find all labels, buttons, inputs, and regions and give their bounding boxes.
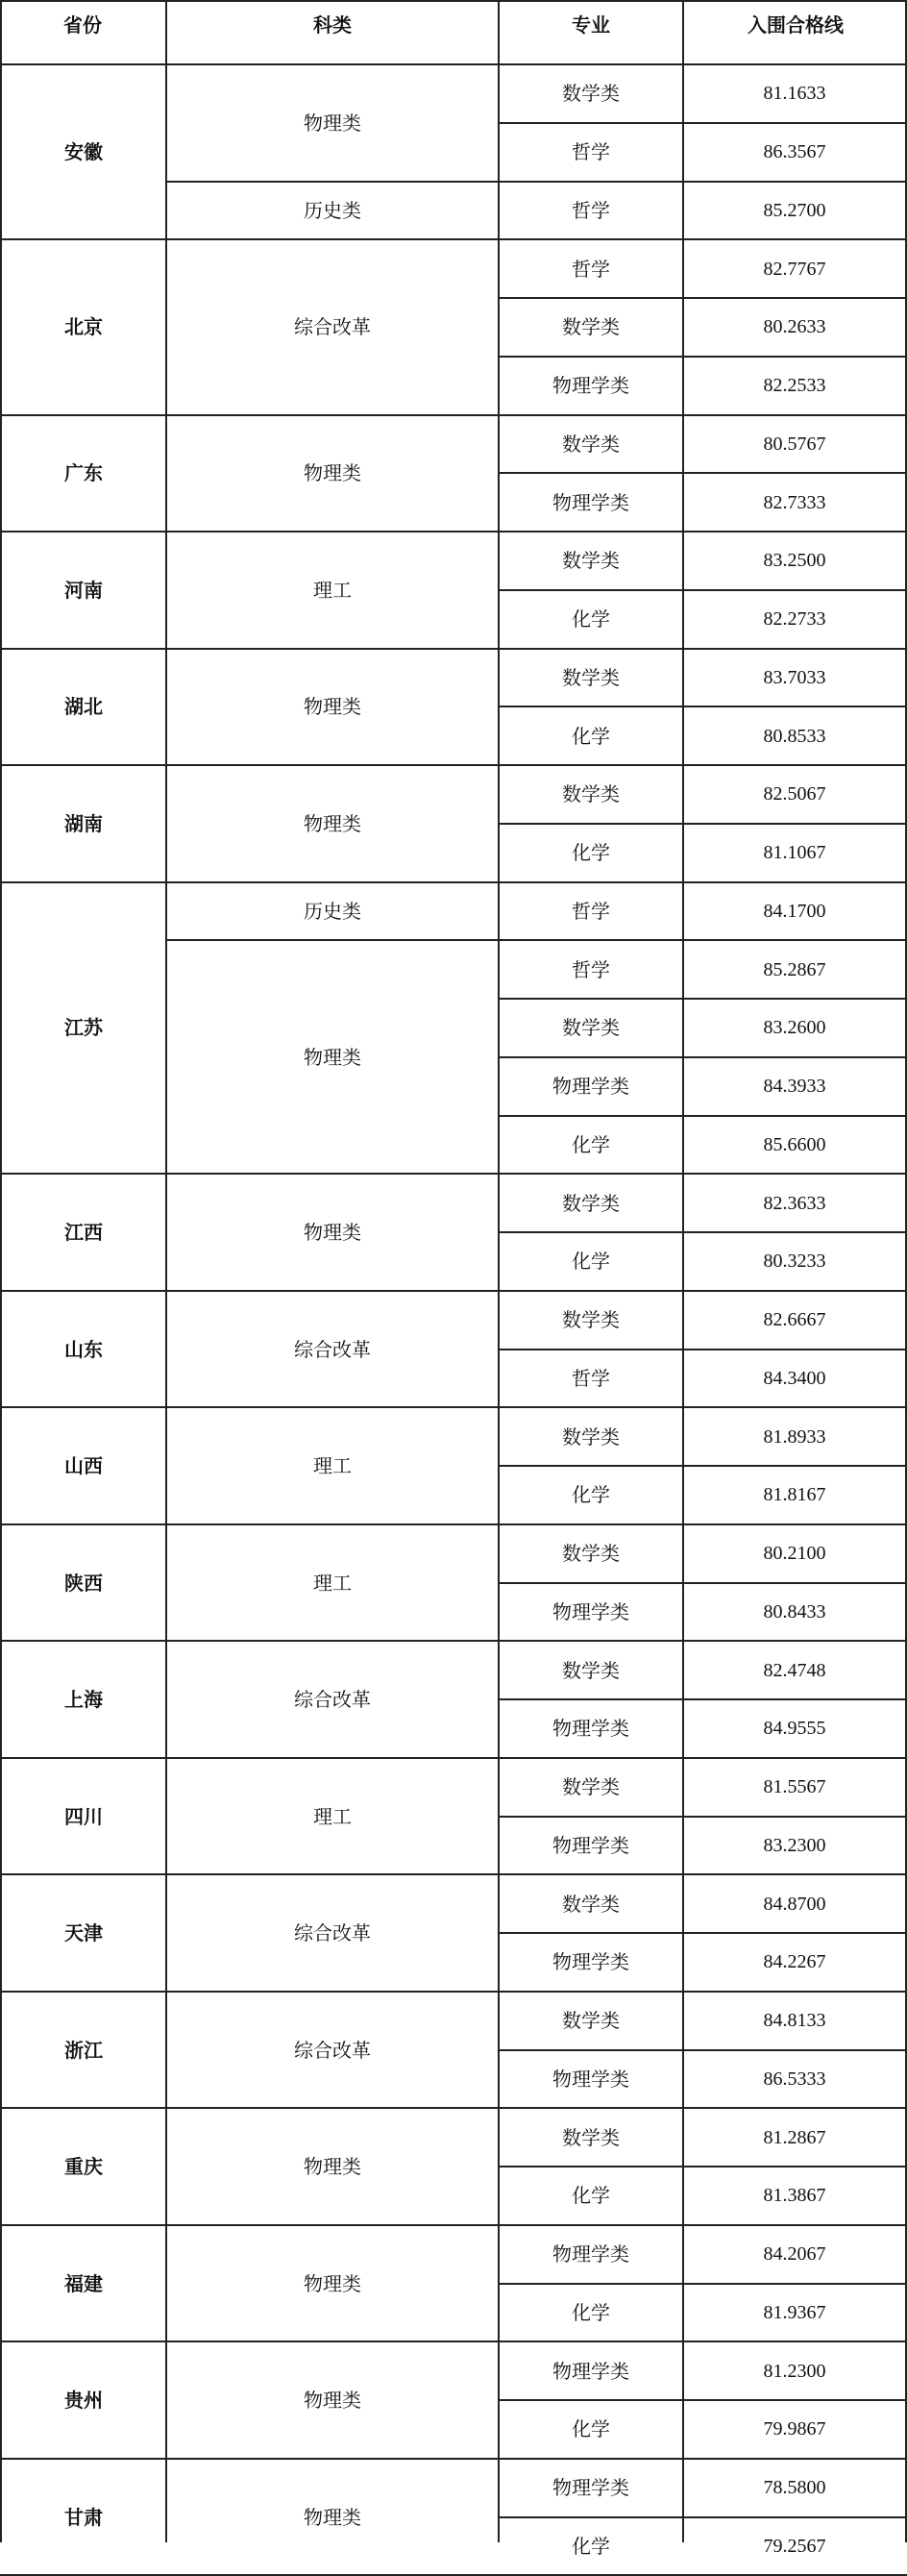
category-cell: 理工 [313,1804,352,1828]
category-cell: 理工 [313,578,352,602]
score-cell: 80.2100 [763,1543,826,1565]
score-cell: 80.5767 [763,433,826,455]
score-cell: 82.3633 [763,1192,826,1214]
category-cell: 物理类 [304,695,361,719]
major-cell: 数学类 [562,1191,620,1215]
header-score: 入围合格线 [748,13,844,37]
major-cell: 物理学类 [552,2242,629,2266]
province-cell: 陕西 [64,1571,103,1595]
column-border-3 [682,0,684,2542]
column-border-0 [0,0,2,2542]
major-cell: 物理学类 [552,1950,629,1974]
score-cell: 81.8167 [763,1484,826,1506]
score-cell: 80.3233 [763,1251,826,1273]
major-cell: 数学类 [562,1542,620,1566]
score-cell: 84.8133 [763,2010,826,2032]
major-cell: 哲学 [572,1366,610,1390]
province-cell: 山西 [64,1454,103,1477]
major-cell: 化学 [572,841,610,865]
category-cell: 物理类 [304,111,361,135]
score-cell: 80.8433 [763,1600,826,1622]
province-cell: 安徽 [64,140,103,164]
score-cell: 86.3567 [763,141,826,163]
category-cell: 理工 [313,1454,352,1477]
major-cell: 哲学 [572,198,610,222]
major-cell: 数学类 [562,2009,620,2033]
major-cell: 化学 [572,1132,610,1156]
major-cell: 数学类 [562,1892,620,1916]
score-cell: 79.2567 [763,2535,826,2557]
category-cell: 综合改革 [294,1921,371,1944]
score-cell: 82.2533 [763,375,826,397]
province-cell: 贵州 [64,2389,103,2412]
score-cell: 84.3400 [763,1367,826,1389]
column-border-2 [498,0,500,2542]
major-cell: 化学 [572,1250,610,1274]
major-cell: 数学类 [562,1775,620,1799]
category-cell: 物理类 [304,1045,361,1069]
province-cell: 湖北 [64,695,103,719]
score-cell: 84.2067 [763,2243,826,2266]
score-cell: 82.7333 [763,491,826,513]
major-cell: 化学 [572,2300,610,2324]
major-cell: 物理学类 [552,374,629,398]
category-cell: 历史类 [304,899,361,923]
category-cell: 物理类 [304,811,361,835]
major-cell: 物理学类 [552,1717,629,1741]
score-cell: 79.9867 [763,2418,826,2440]
major-cell: 化学 [572,724,610,748]
category-cell: 综合改革 [294,315,371,339]
major-cell: 数学类 [562,549,620,573]
score-cell: 85.2867 [763,958,826,980]
province-cell: 江苏 [64,1016,103,1040]
major-cell: 数学类 [562,1308,620,1332]
province-cell: 湖南 [64,811,103,835]
major-cell: 哲学 [572,140,610,164]
score-cell: 83.2500 [763,550,826,572]
major-cell: 化学 [572,2534,610,2558]
major-cell: 数学类 [562,82,620,106]
province-cell: 山东 [64,1337,103,1361]
major-cell: 哲学 [572,257,610,281]
province-cell: 重庆 [64,2155,103,2178]
category-cell: 物理类 [304,2271,361,2295]
major-cell: 哲学 [572,957,610,981]
score-cell: 83.7033 [763,666,826,688]
score-cell: 81.3867 [763,2185,826,2207]
score-cell: 85.6600 [763,1133,826,1155]
major-cell: 物理学类 [552,1599,629,1623]
score-cell: 86.5333 [763,2068,826,2090]
score-cell: 81.1633 [763,83,826,105]
category-cell: 物理类 [304,461,361,485]
province-cell: 上海 [64,1688,103,1711]
province-cell: 江西 [64,1221,103,1244]
header-major: 专业 [572,13,610,37]
score-cell: 81.1067 [763,842,826,864]
major-cell: 哲学 [572,899,610,923]
score-cell: 84.3933 [763,1076,826,1098]
header-province: 省份 [63,13,102,37]
score-cell: 85.2700 [763,199,826,221]
province-cell: 浙江 [64,2038,103,2062]
major-cell: 物理学类 [552,2067,629,2091]
major-cell: 物理学类 [552,2476,629,2500]
score-cell: 82.4748 [763,1659,826,1681]
category-cell: 理工 [313,1571,352,1595]
major-cell: 物理学类 [552,2359,629,2383]
category-cell: 物理类 [304,1221,361,1244]
score-cell: 78.5800 [763,2477,826,2499]
province-cell: 甘肃 [64,2505,103,2529]
score-cell: 80.2633 [763,316,826,338]
header-category: 科类 [313,13,352,37]
major-cell: 物理学类 [552,1833,629,1857]
score-cell: 81.5567 [763,1776,826,1798]
score-cell: 81.2867 [763,2126,826,2148]
score-cell: 83.2600 [763,1017,826,1039]
score-cell: 84.2267 [763,1951,826,1973]
score-cell: 80.8533 [763,725,826,747]
score-cell: 81.8933 [763,1425,826,1448]
major-cell: 化学 [572,1483,610,1507]
category-cell: 历史类 [304,198,361,222]
score-cell: 84.9555 [763,1718,826,1740]
category-cell: 物理类 [304,2505,361,2529]
major-cell: 数学类 [562,2125,620,2149]
category-cell: 综合改革 [294,1688,371,1711]
score-cell: 82.7767 [763,258,826,280]
major-cell: 数学类 [562,432,620,456]
province-cell: 四川 [64,1804,103,1828]
major-cell: 化学 [572,2184,610,2208]
category-cell: 物理类 [304,2389,361,2412]
score-cell: 81.9367 [763,2301,826,2323]
category-cell: 综合改革 [294,1337,371,1361]
major-cell: 数学类 [562,315,620,339]
major-cell: 数学类 [562,665,620,689]
province-cell: 福建 [64,2271,103,2295]
category-cell: 综合改革 [294,2038,371,2062]
province-cell: 北京 [64,315,103,339]
category-cell: 物理类 [304,2155,361,2178]
table-top-border [0,0,907,2]
score-cell: 83.2300 [763,1834,826,1856]
major-cell: 数学类 [562,1658,620,1682]
score-cell: 82.2733 [763,608,826,631]
province-cell: 天津 [64,1921,103,1944]
province-cell: 广东 [64,461,103,485]
province-cell: 河南 [64,578,103,602]
major-cell: 数学类 [562,1016,620,1040]
score-cell: 82.5067 [763,783,826,805]
major-cell: 物理学类 [552,490,629,514]
major-cell: 数学类 [562,782,620,806]
score-cell: 84.1700 [763,900,826,922]
major-cell: 化学 [572,607,610,632]
major-cell: 数学类 [562,1424,620,1449]
score-cell: 81.2300 [763,2360,826,2382]
column-border-1 [165,0,167,2542]
major-cell: 化学 [572,2417,610,2441]
major-cell: 物理学类 [552,1075,629,1099]
score-cell: 82.6667 [763,1309,826,1331]
score-cell: 84.8700 [763,1893,826,1915]
